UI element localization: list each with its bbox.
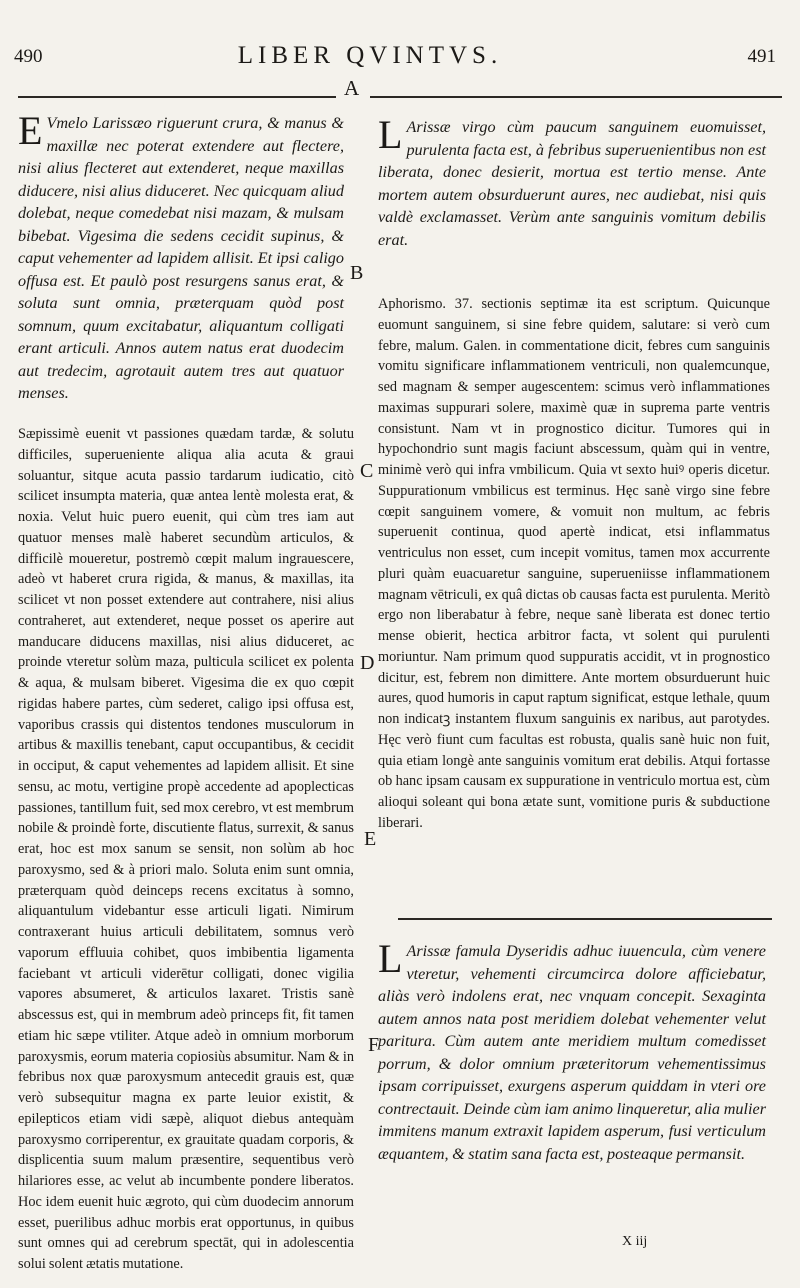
drop-cap: L xyxy=(378,112,403,157)
page-number-left: 490 xyxy=(14,46,43,67)
drop-cap: L xyxy=(378,936,403,981)
margin-letter-b: B xyxy=(350,262,364,284)
section-divider xyxy=(398,918,772,920)
case-text-larissa-virgo xyxy=(378,112,766,251)
signature-mark: X iij xyxy=(622,1234,648,1249)
page-number-right: 491 xyxy=(747,46,776,67)
commentary-right: Aphorismo. 37. sectionis septimæ ita est scriptum. Quicunque euomunt sanguinem, si sine febre quidem, salutare: si verò cum febre, malum. Galen. in commentatione dicit, febres cum sanguinis vomitu significare inflammationem ventriculi, non qualemcunque, sed magnam & semper augescentem: scimus verò inflammationes maximas suppurari solere, maximè quæ in suprema parte ventris consistunt. Nam vt in prognostico dicitur. Tumores qui in hypochondrio sunt magis faciunt abscessum, quàm qui in ventre, minimè verò qui infra vmbilicum. Quia vt sexto huiꝰ operis dicetur. Suppurationum vmbilicus est terminus. Hęc sanè virgo sine febre cœpit sanguinem vomere, & vomuit non multum, ac febris superuenit continua, quod apertè indicat, etsi inflammatus ventriculus non esset, cum incepit vomitus, tamen mox accurrente pluri quàm euacuaretur sanguine, superueniisse inflammationem magnam vētriculi, ex quâ dictas ob causas facta est purulenta. Meritò ergo non liberabatur à febre, neque sanè liberata est donec tertio mense obierit, hectica arbitror facta, vt solent qui purulenti moriuntur. Nam primum quod suppuratis accidit, vt in prognostico dicitur, est, febrem non dimittere. Ante mortem obsurduerunt huic aures, quod humoris in caput raptum significat, estque lethale, quum non indicatꝫ instantem fluxum sanguinis ex naribus, aut parotydes. Hęc verò fiunt cum facultas est robusta, qualis sanè huic non fuit, quia etiam longè ante sanguinis vomitum erat debilis. Atqui fortasse ob hanc ipsam causam ex suppuratione in ventriculo mortua est, cùm alioqui soleant qui bona ætate sunt, vomitione puris & subductione liberari. xyxy=(378,296,770,831)
drop-cap: E xyxy=(18,108,43,153)
margin-letter-c: C xyxy=(360,460,374,482)
header-rule-left xyxy=(18,96,336,98)
case-text-body: Vmelo Larissæo riguerunt crura, & manus & maxillæ nec poterat extendere aut flectere, nisi alius flecteret aut extenderet, neque maxillas diducere, nisi alius diduceret. Nec quicquam aliud dolebat, neque comedebat nisi mazam, & mulsam bibebat. Vigesima die sedens cecidit supinus, & caput vehementer ad lapidem allisit. Et ipsi caligo offusa est. Et paulò post resurgens sanus erat, & soluta sunt omnia, præterquam quòd post somnum, quum excitabatur, aliquantum colligati erant articuli. Annos autem natus erat duodecim aut tredecim, agrotauit autem tres aut quatuor menses. xyxy=(18,114,344,402)
running-head-title: LIBER QVINTVS. xyxy=(237,42,503,69)
case-text-eumelus xyxy=(18,108,344,405)
case-text-body: Arissæ famula Dyseridis adhuc iuuencula, cùm venere vteretur, vehementi circumcirca dolore afficiebatur, aliàs verò indolens erat, nec vnquam concepit. Sexaginta autem annos nata post meridiem dolebat vehementer velut paritura. Cùm autem ante meridiem multum comedisset porrum, & dolor omnium præteritorum vehementissimus ipsam corripuisset, exurgens asperum quiddam in vteri ore contrectauit. Deinde cùm iam animo linqueretur, alia mulier immitens manum extraxit lapidem asperum, fusi verticulum æquantem, & statim sana facta est, posteaque permansit. xyxy=(378,942,766,1163)
margin-letter-f: F xyxy=(368,1034,380,1056)
commentary-left: Sæpissimè euenit vt passiones quædam tardæ, & solutu difficiles, superueniente aliqua alia acuta & graui soluantur, sitque acuta passio tardarum iudicatio, citò scilicet insumpta materia, quæ antea lentè molesta erat, & noxia. Velut huic puero euenit, qui cùm tres iam aut quatuor menses malè haberet secundùm articulos, & difficilè moueretur, postremò cœpit malum ingrauescere, adeò vt haberet crura rigida, & manus, & maxillas, ita scilicet vt non posset extendere aut contrahere, nisi alius contraheret, aut extenderet, neque posset os aperire aut manducare diducens maxillas, nisi alius diduceret, ac proinde vteretur solùm maza, pulticula scilicet ex polenta & aqua, & mulsam biberet. Vigesima die ex quo cœpit rigidas habere partes, cùm sederet, caligo ipsi offusa est, vaporibus crassis qui distentos tendones musculorum in artibus & maxillis tenebant, caput occupantibus, & cecidit in occiput, & caput vehementes ad lapidem allisit. Et sine sensu, ac motu, vertigine propè accedente ad apoplecticas passiones, tantillum fuit, sed mox cerebro, vt est membrum nobile & proindè forte, discutiente flatus, surrexit, & sanus erat, hoc est mox sanum se sensit, non solùm ab hoc paroxysmo, sed & à priori malo. Soluta enim sunt omnia, præterquam quòd deinceps recens excitatus à somno, aliquantulum videbantur esse articuli ligati. Nimirum contraxerant huius articuli debilitatem, somnus verò vaporum effluuia cohibet, quos imbibentia ligamenta faciebant vt articuli viderētur colligati, donec vigilia vapores absumeret, & articulos laxaret. Tristis sanè abscessus est, qui in membrum adeò princeps fit, fit tamen etiam hic sæpe vtiliter. Atque adeò in omnium morborum paroxysmis, eorum materia copiosiùs absumitur. Nam & in febribus nox quæ paroxysmum antecedit grauis est, quæ verò subsequitur magna ex parte leuior existit, & epilepticos etiam vidi sæpè, aliquot diebus antequàm paroxysmo corriperentur, ex grauitate quadam corporis, & displicentia suum malum præsentire, sequentibus verò hilariores esse, ac velut ab incumbente pondere liberatos. Hoc idem euenit huic ægroto, qui cùm duodecim annorum esset, puerilibus adhuc morbis erat opportunus, in quibus sunt omnes qui ad cerebrum spectāt, qui in adolescentia solui solent ætatis mutatione. xyxy=(18,426,354,1272)
header-rule-right xyxy=(370,96,782,98)
case-text-body: Arissæ virgo cùm paucum sanguinem euomuisset, purulenta facta est, à febribus superuenientibus non est liberata, donec desierit, mortua est tertio mense. Ante mortem autem obsurduerunt aures, nec audiebat, nisi quis valdè exclamasset. Verùm ante sanguinis vomitum debilis erat. xyxy=(378,118,766,249)
margin-letter-e: E xyxy=(364,828,377,850)
case-text-larissa-famula xyxy=(378,936,766,1165)
margin-letter-d: D xyxy=(360,652,375,674)
section-letter: A xyxy=(344,76,360,100)
